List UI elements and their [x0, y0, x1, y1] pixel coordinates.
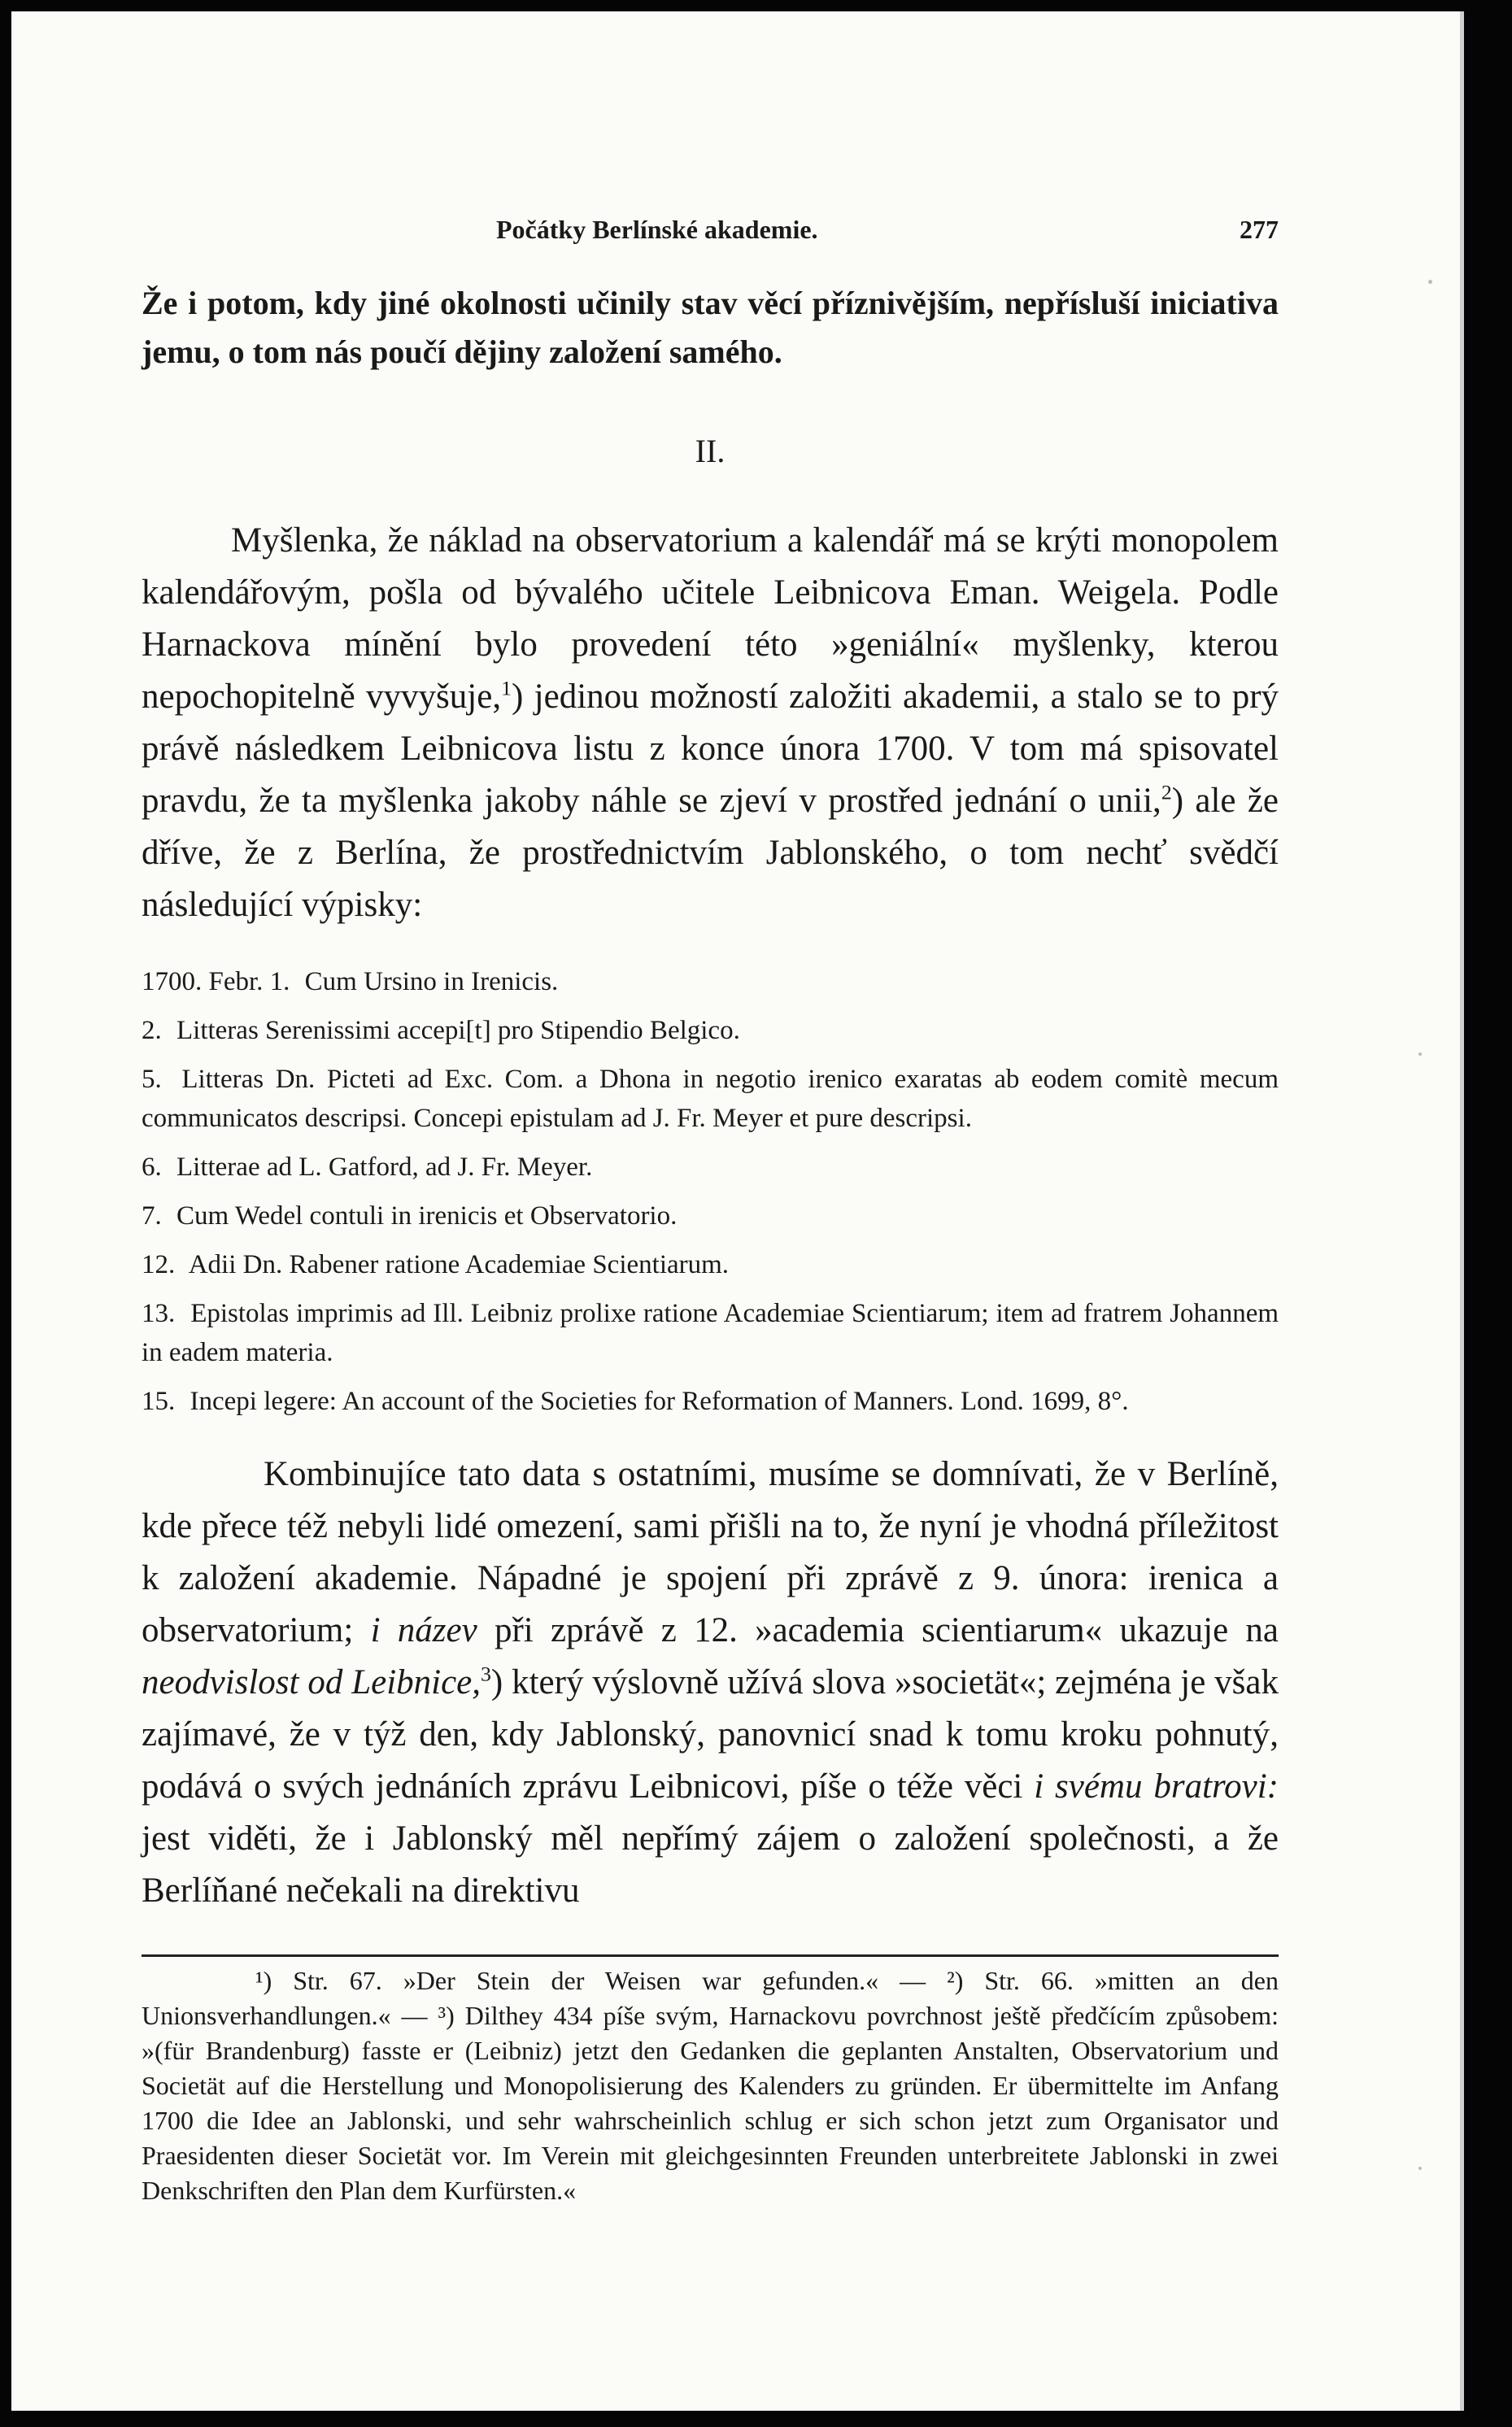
paragraph-2-part-2: při zprávě z 12. »academia scientiarum« ukazuje na — [494, 1611, 1279, 1649]
paragraph-1 — [142, 515, 1279, 931]
excerpt-entry — [142, 1011, 1279, 1050]
footnote-ref-2: 2 — [1161, 780, 1172, 804]
emphasis-2: neodvislost od Leibnice, — [142, 1663, 481, 1702]
paper-speck — [1418, 2167, 1422, 2170]
excerpt-date: 1700. Febr. 1. — [142, 967, 290, 996]
excerpt-text: Incepi legere: An account of the Societies for Reformation of Manners. Lond. 1699, 8°. — [190, 1387, 1129, 1416]
excerpt-entry — [142, 1196, 1279, 1235]
paper-speck — [1418, 1052, 1422, 1056]
excerpt-text: Adii Dn. Rabener ratione Academiae Scientiarum. — [188, 1250, 730, 1279]
excerpt-date: 12. — [142, 1250, 176, 1279]
excerpt-text: Litteras Serenissimi accepi[t] pro Stipendio Belgico. — [176, 1016, 740, 1045]
running-head — [142, 215, 1279, 245]
excerpt-date: 2. — [142, 1016, 162, 1045]
excerpt-entry — [142, 1382, 1279, 1421]
paragraph-2-part-1: Kombinujíce tato data s ostatními, musíme se domnívati, že v Berlíně, kde přece též nebyli lidé omezení, sami přišli na to, že nyní je vhodná příležitost k založení akademie. Nápadné je spojení při zprávě z 9. února: irenica a observatorium; — [142, 1455, 1279, 1649]
excerpt-text: Litteras Dn. Picteti ad Exc. Com. a Dhona in negotio irenico exaratas ab eodem comitè mecum communicatos descripsi. Concepi epistulam ad J. Fr. Meyer et pure descripsi. — [142, 1065, 1279, 1133]
excerpt-date: 7. — [142, 1201, 162, 1231]
excerpt-text: Cum Wedel contuli in irenicis et Observatorio. — [176, 1201, 678, 1231]
excerpt-entry — [142, 1294, 1279, 1372]
excerpt-entry — [142, 1060, 1279, 1138]
footnotes — [142, 1954, 1279, 2208]
footnote-text: ¹) Str. 67. »Der Stein der Weisen war gefunden.« — ²) Str. 66. »mitten an den Unionsverhandlungen.« — ³) Dilthey 434 píše svým, Harnackovu povrchnost ještě předčícím způsobem: »(für Brandenburg) fasste er (Leibniz) jetzt den Gedanken die geplanten Anstalten, Observatorium und Societät auf die Herstellung und Monopolisierung des Kalenders zu gründen. Er übermittelte im Anfang 1700 die Idee an Jablonski, und sehr wahrscheinlich schlug er sich schon jetzt zum Organisator und Praesidenten dieser Societät vor. Im Verein mit gleichgesinnten Freunden unterbreitete Jablonski in zwei Denkschriften den Plan dem Kurfürsten.« — [142, 1966, 1279, 2205]
paragraph-1-part-1: Myšlenka, že náklad na observatorium a kalendář má se krýti monopolem kalendářovým, pošla od bývalého učitele Leibnicova Eman. Weigela. Podle Harnackova mínění bylo provedení této »geniální« myšlenky, kterou nepochopitelně vyvyšuje, — [142, 521, 1279, 716]
paragraph-2-part-4: jest viděti, že i Jablonský měl nepřímý zájem o založení společnosti, a že Berlíňané nečekali na direktivu — [142, 1819, 1279, 1910]
section-number: II. — [695, 433, 725, 469]
text-block — [142, 215, 1279, 2208]
excerpt-entry — [142, 962, 1279, 1001]
excerpt-entry — [142, 1148, 1279, 1187]
excerpt-text: Cum Ursino in Irenicis. — [304, 967, 559, 996]
excerpt-text: Epistolas imprimis ad Ill. Leibniz prolixe ratione Academiae Scientiarum; item ad fratrem Johannem in eadem materia. — [142, 1299, 1279, 1367]
excerpt-date: 15. — [142, 1387, 176, 1416]
paragraph-2-part-3: ) který výslovně užívá slova »societät«; zejména je však zajímavé, že v týž den, kdy Jablonský, panovnicí snad k tomu kroku pohnutý, podává o svých jednáních zprávu Leibnicovi, píše o téže věci — [142, 1663, 1279, 1806]
excerpt-date: 13. — [142, 1299, 176, 1328]
intro-paragraph: Že i potom, kdy jiné okolnosti učinily stav věcí příznivějším, nepřísluší iniciativa jemu, o tom nás poučí dějiny založení samého. — [142, 285, 1279, 370]
page-number: 277 — [1240, 215, 1279, 244]
excerpt-entry — [142, 1245, 1279, 1284]
paper-speck — [1428, 280, 1432, 284]
excerpt-date: 5. — [142, 1065, 162, 1094]
emphasis-3: i svému bratrovi: — [1034, 1767, 1279, 1806]
footnote-ref-1: 1 — [501, 676, 512, 700]
emphasis-1: i název — [370, 1611, 477, 1649]
paragraph-1-part-2: ) jedinou možností založiti akademii, a stalo se to prý právě následkem Leibnicova listu z konce února 1700. V tom má spisovatel pravdu, že ta myšlenka jakoby náhle se zjeví v prostřed jednání o unii, — [142, 678, 1279, 820]
paragraph-2 — [142, 1449, 1279, 1917]
excerpt-text: Litterae ad L. Gatford, ad J. Fr. Meyer. — [176, 1152, 593, 1182]
diary-excerpts — [142, 962, 1279, 1421]
footnote-ref-3: 3 — [481, 1662, 491, 1686]
excerpt-date: 6. — [142, 1152, 162, 1182]
running-title: Počátky Berlínské akademie. — [496, 215, 818, 244]
paragraph-1-part-3: ) ale že dříve, že z Berlína, že prostřednictvím Jablonského, o tom nechť svědčí následující výpisky: — [142, 782, 1279, 924]
book-page — [11, 11, 1464, 2411]
